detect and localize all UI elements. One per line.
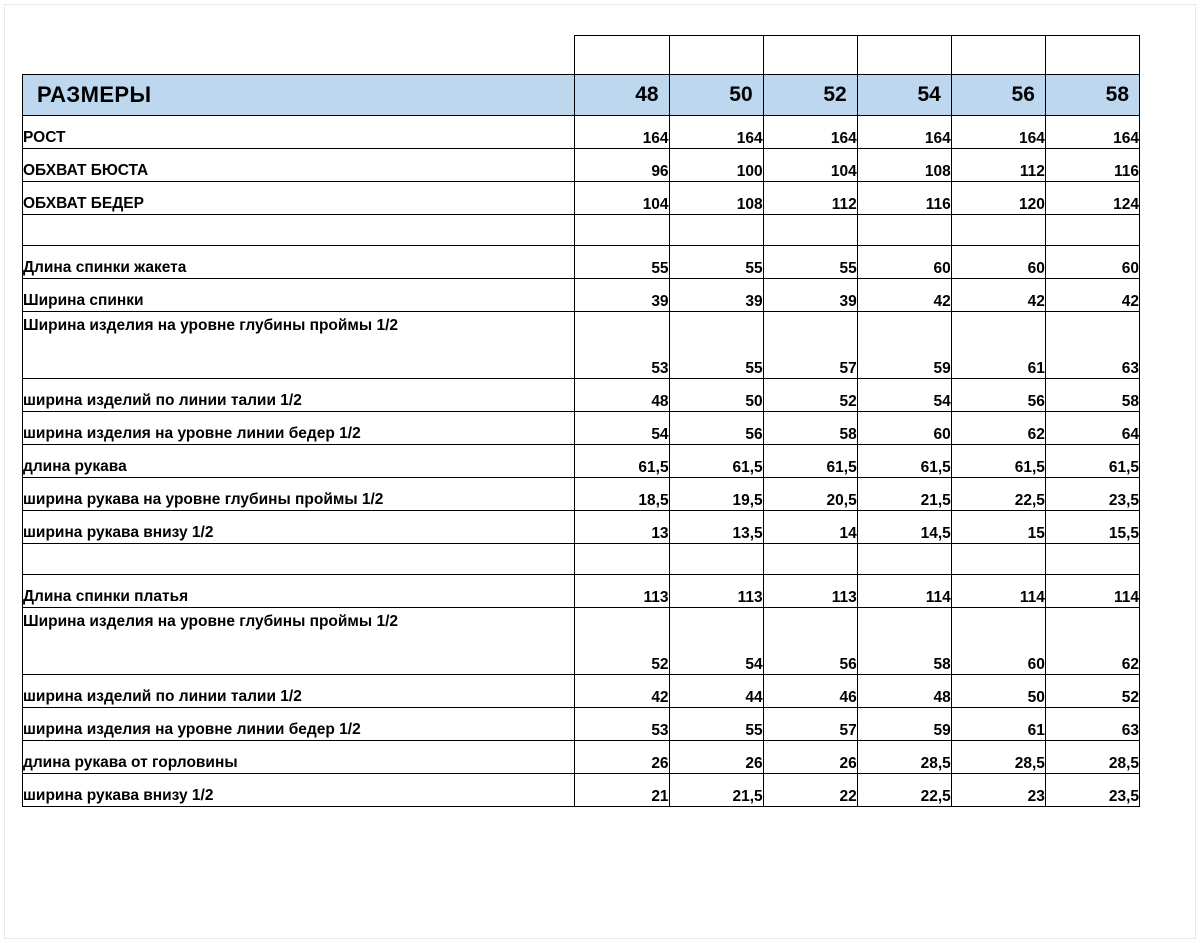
table-header-row	[23, 75, 1140, 116]
table-row	[23, 116, 1140, 149]
measurement-value: 61,5	[857, 445, 951, 478]
measurement-value: 21	[575, 774, 669, 807]
measurement-label: ширина рукава внизу 1/2	[23, 774, 575, 807]
measurement-label: ширина изделия на уровне линии бедер 1/2	[23, 412, 575, 445]
measurement-value: 50	[669, 379, 763, 412]
measurement-value: 61,5	[1045, 445, 1139, 478]
measurement-value: 39	[575, 279, 669, 312]
measurement-value: 28,5	[857, 741, 951, 774]
size-column-header: 58	[1045, 75, 1139, 116]
measurement-value: 23,5	[1045, 774, 1139, 807]
spacer-label-cell	[23, 215, 575, 246]
measurement-value: 96	[575, 149, 669, 182]
measurement-value: 55	[575, 246, 669, 279]
measurement-value: 61,5	[763, 445, 857, 478]
measurement-value: 44	[669, 675, 763, 708]
measurement-value: 21,5	[669, 774, 763, 807]
measurement-value: 48	[575, 379, 669, 412]
spacer-value-cell	[763, 544, 857, 575]
spacer-value-cell	[951, 544, 1045, 575]
page-title: РАЗМЕРЫ	[23, 75, 575, 116]
measurement-value: 63	[1045, 708, 1139, 741]
measurement-value: 54	[857, 379, 951, 412]
measurement-value: 57	[763, 708, 857, 741]
measurement-value: 55	[669, 312, 763, 379]
measurement-label: Длина спинки жакета	[23, 246, 575, 279]
measurement-value: 108	[669, 182, 763, 215]
measurement-value: 56	[763, 608, 857, 675]
measurement-label: ширина изделия на уровне линии бедер 1/2	[23, 708, 575, 741]
table-row	[23, 279, 1140, 312]
measurement-value: 164	[951, 116, 1045, 149]
measurement-value: 55	[669, 246, 763, 279]
table-row	[23, 608, 1140, 675]
measurement-value: 112	[951, 149, 1045, 182]
table-row	[23, 575, 1140, 608]
measurement-value: 59	[857, 708, 951, 741]
table-row	[23, 445, 1140, 478]
measurement-value: 42	[575, 675, 669, 708]
measurement-value: 20,5	[763, 478, 857, 511]
size-column-header: 52	[763, 75, 857, 116]
measurement-value: 58	[1045, 379, 1139, 412]
table-row	[23, 182, 1140, 215]
measurement-value: 56	[669, 412, 763, 445]
measurement-value: 60	[857, 412, 951, 445]
measurement-label: ОБХВАТ БЕДЕР	[23, 182, 575, 215]
measurement-value: 14	[763, 511, 857, 544]
spacer-value-cell	[857, 544, 951, 575]
measurement-value: 18,5	[575, 478, 669, 511]
measurement-value: 61,5	[669, 445, 763, 478]
measurement-value: 60	[857, 246, 951, 279]
measurement-label: длина рукава от горловины	[23, 741, 575, 774]
spacer-value-cell	[763, 215, 857, 246]
size-column-header: 48	[575, 75, 669, 116]
measurement-label: Ширина изделия на уровне глубины проймы 1/2	[23, 608, 575, 675]
measurement-value: 54	[669, 608, 763, 675]
measurement-value: 13,5	[669, 511, 763, 544]
measurement-value: 61	[951, 708, 1045, 741]
measurement-label: длина рукава	[23, 445, 575, 478]
strip-size-cell	[857, 36, 951, 75]
measurement-value: 57	[763, 312, 857, 379]
measurement-value: 56	[951, 379, 1045, 412]
measurement-value: 26	[575, 741, 669, 774]
measurement-label: ширина изделий по линии талии 1/2	[23, 675, 575, 708]
measurement-value: 48	[857, 675, 951, 708]
table-row	[23, 478, 1140, 511]
measurement-value: 104	[575, 182, 669, 215]
measurement-value: 60	[951, 246, 1045, 279]
measurement-value: 19,5	[669, 478, 763, 511]
measurement-label: ширина рукава на уровне глубины проймы 1/2	[23, 478, 575, 511]
measurement-value: 14,5	[857, 511, 951, 544]
measurement-value: 28,5	[951, 741, 1045, 774]
table-row	[23, 412, 1140, 445]
measurement-value: 64	[1045, 412, 1139, 445]
table-spacer-row	[23, 544, 1140, 575]
table-row	[23, 312, 1140, 379]
spacer-value-cell	[669, 215, 763, 246]
measurement-label: ширина изделий по линии талии 1/2	[23, 379, 575, 412]
table-row	[23, 774, 1140, 807]
spacer-value-cell	[951, 215, 1045, 246]
measurement-value: 59	[857, 312, 951, 379]
measurement-value: 42	[951, 279, 1045, 312]
measurement-value: 15	[951, 511, 1045, 544]
measurement-value: 26	[669, 741, 763, 774]
measurement-value: 63	[1045, 312, 1139, 379]
measurement-value: 164	[1045, 116, 1139, 149]
measurement-value: 61	[951, 312, 1045, 379]
measurement-value: 116	[857, 182, 951, 215]
measurement-label: Ширина спинки	[23, 279, 575, 312]
measurement-value: 124	[1045, 182, 1139, 215]
measurement-value: 120	[951, 182, 1045, 215]
measurement-value: 164	[763, 116, 857, 149]
measurement-value: 13	[575, 511, 669, 544]
measurement-value: 113	[669, 575, 763, 608]
table-row	[23, 379, 1140, 412]
measurement-value: 26	[763, 741, 857, 774]
measurement-value: 58	[857, 608, 951, 675]
measurement-value: 113	[575, 575, 669, 608]
table-row	[23, 708, 1140, 741]
measurement-value: 22,5	[857, 774, 951, 807]
measurement-value: 52	[575, 608, 669, 675]
size-column-header: 56	[951, 75, 1045, 116]
measurement-value: 46	[763, 675, 857, 708]
measurement-value: 164	[857, 116, 951, 149]
measurement-value: 108	[857, 149, 951, 182]
measurement-value: 61,5	[951, 445, 1045, 478]
strip-size-cell	[951, 36, 1045, 75]
measurement-value: 50	[951, 675, 1045, 708]
strip-size-cell	[763, 36, 857, 75]
table-spacer-row	[23, 215, 1140, 246]
measurement-value: 53	[575, 708, 669, 741]
size-column-header: 50	[669, 75, 763, 116]
measurement-value: 104	[763, 149, 857, 182]
measurement-value: 100	[669, 149, 763, 182]
size-chart-table	[22, 35, 1140, 807]
strip-size-cell	[1045, 36, 1139, 75]
measurement-label: Длина спинки платья	[23, 575, 575, 608]
measurement-value: 28,5	[1045, 741, 1139, 774]
measurement-value: 60	[1045, 246, 1139, 279]
measurement-value: 114	[857, 575, 951, 608]
table-row	[23, 675, 1140, 708]
measurement-value: 22	[763, 774, 857, 807]
table-row	[23, 246, 1140, 279]
spacer-value-cell	[669, 544, 763, 575]
measurement-value: 15,5	[1045, 511, 1139, 544]
table-row	[23, 741, 1140, 774]
table-top-strip	[23, 36, 1140, 75]
measurement-value: 22,5	[951, 478, 1045, 511]
size-chart-sheet	[22, 35, 1140, 807]
measurement-value: 55	[669, 708, 763, 741]
measurement-value: 164	[669, 116, 763, 149]
measurement-value: 114	[951, 575, 1045, 608]
measurement-value: 39	[669, 279, 763, 312]
spacer-value-cell	[1045, 215, 1139, 246]
measurement-label: ширина рукава внизу 1/2	[23, 511, 575, 544]
table-body	[23, 36, 1140, 807]
measurement-value: 21,5	[857, 478, 951, 511]
spacer-value-cell	[575, 544, 669, 575]
measurement-value: 55	[763, 246, 857, 279]
measurement-value: 23,5	[1045, 478, 1139, 511]
measurement-value: 58	[763, 412, 857, 445]
measurement-value: 61,5	[575, 445, 669, 478]
measurement-value: 62	[1045, 608, 1139, 675]
measurement-value: 62	[951, 412, 1045, 445]
measurement-value: 114	[1045, 575, 1139, 608]
table-row	[23, 149, 1140, 182]
measurement-value: 52	[763, 379, 857, 412]
measurement-label: Ширина изделия на уровне глубины проймы 1/2	[23, 312, 575, 379]
size-column-header: 54	[857, 75, 951, 116]
spacer-value-cell	[857, 215, 951, 246]
measurement-value: 112	[763, 182, 857, 215]
spacer-value-cell	[575, 215, 669, 246]
spacer-value-cell	[1045, 544, 1139, 575]
measurement-value: 42	[857, 279, 951, 312]
strip-size-cell	[575, 36, 669, 75]
measurement-value: 54	[575, 412, 669, 445]
measurement-value: 53	[575, 312, 669, 379]
measurement-value: 42	[1045, 279, 1139, 312]
strip-size-cell	[669, 36, 763, 75]
strip-label-cell	[23, 36, 575, 75]
measurement-value: 116	[1045, 149, 1139, 182]
measurement-label: ОБХВАТ БЮСТА	[23, 149, 575, 182]
measurement-value: 52	[1045, 675, 1139, 708]
measurement-value: 23	[951, 774, 1045, 807]
table-row	[23, 511, 1140, 544]
measurement-value: 60	[951, 608, 1045, 675]
spacer-label-cell	[23, 544, 575, 575]
measurement-label: РОСТ	[23, 116, 575, 149]
measurement-value: 39	[763, 279, 857, 312]
measurement-value: 164	[575, 116, 669, 149]
measurement-value: 113	[763, 575, 857, 608]
